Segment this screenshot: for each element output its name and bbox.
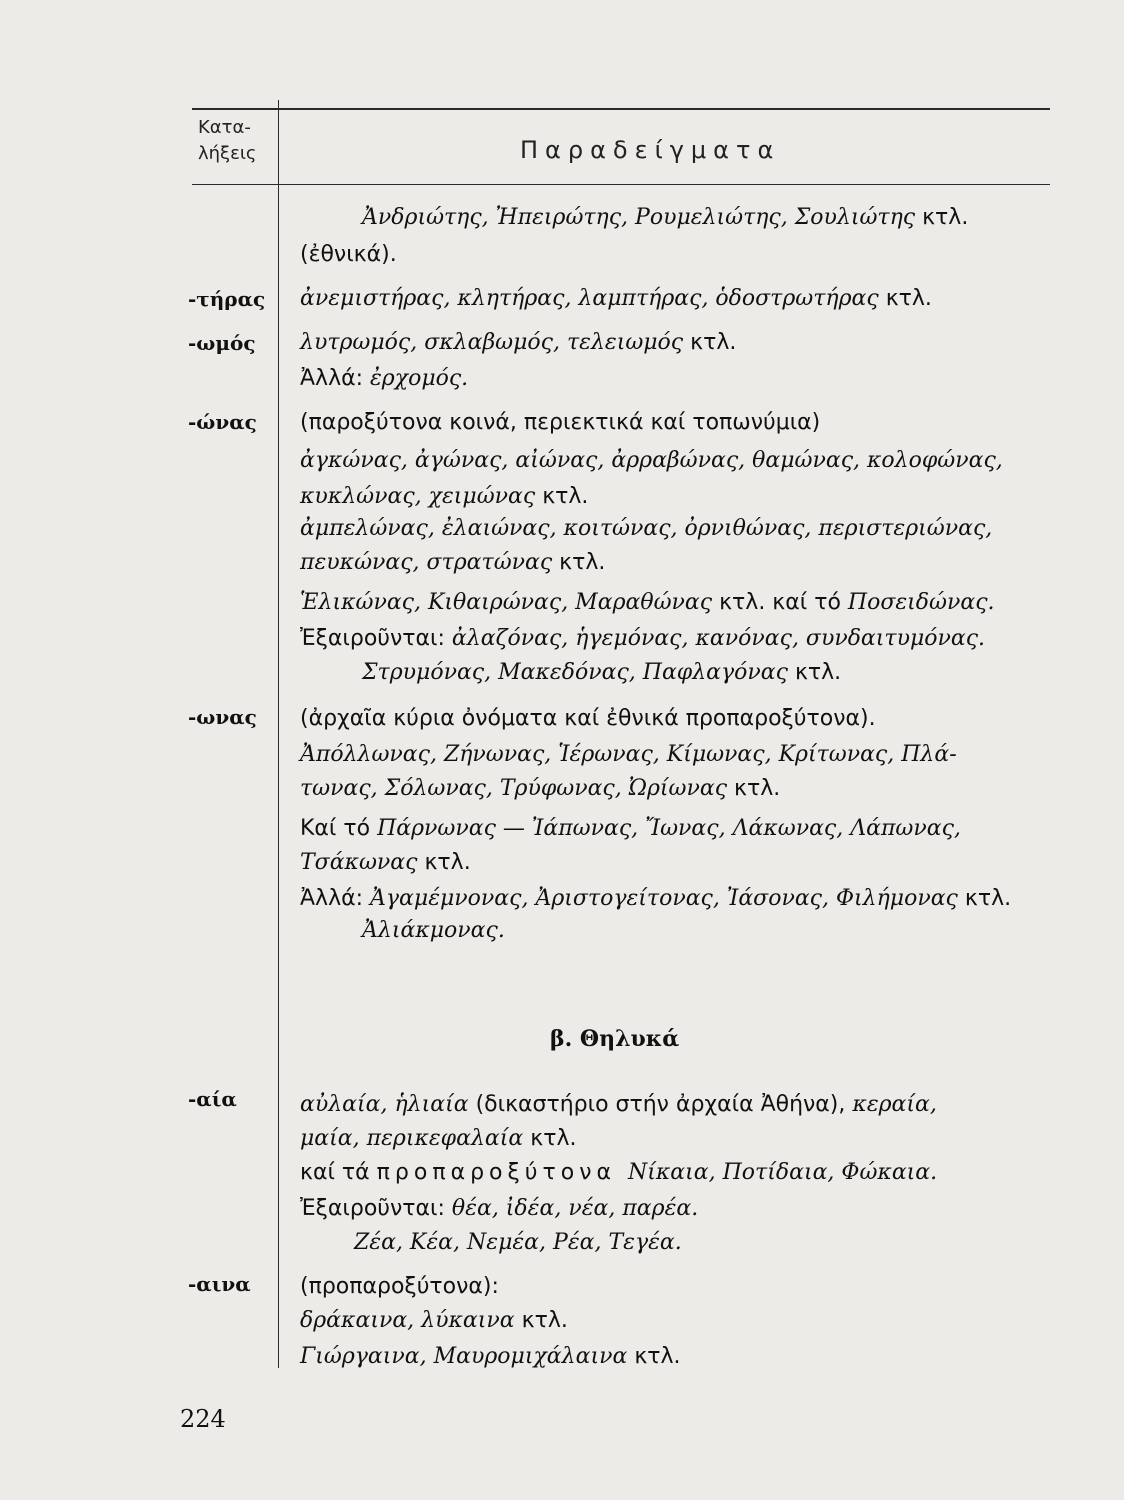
example-line [300, 1092, 937, 1117]
ending-tiras: -τήρας [188, 287, 266, 311]
example-text: Ἀπόλλωνας, Ζήνωνας, Ἱέρωνας, Κίμωνας, Κρίτωνας, Πλά- [300, 742, 957, 767]
example-line [300, 1274, 499, 1299]
example-text: δράκαινα, λύκαινα [300, 1308, 515, 1333]
header-endings-line2: λήξεις [198, 143, 257, 164]
example-text: (ἐθνικά). [300, 242, 397, 267]
example-line [300, 410, 820, 435]
example-line [300, 742, 957, 767]
example-text: κτλ. [787, 660, 842, 685]
example-text: κτλ. [727, 776, 781, 801]
example-line [300, 590, 995, 615]
example-text: κεραία, [852, 1092, 937, 1117]
page-number: 224 [180, 1405, 226, 1433]
ending-aina: -αινα [188, 1272, 251, 1296]
example-line [362, 205, 968, 230]
ending-onas: -ωνας [188, 705, 257, 729]
example-text: Καί τό [300, 816, 378, 841]
example-line [300, 706, 876, 731]
example-text: Πάρνωνας — Ἰάπωνας, Ἴωνας, Λάκωνας, Λάπωνας, [377, 816, 961, 841]
example-line [300, 1344, 681, 1369]
example-line [362, 918, 505, 943]
example-text: κτλ. [627, 1344, 681, 1369]
example-text: Ἀλλά: [300, 366, 370, 391]
example-text: κτλ. [417, 850, 471, 875]
example-text: Ἀλιάκμονας. [362, 918, 505, 943]
header-endings-line1: Κατα- [198, 117, 251, 138]
example-text: κτλ. [552, 550, 606, 575]
example-line [300, 1160, 937, 1185]
example-text: Στρυμόνας, Μακεδόνας, Παφλαγόνας [362, 660, 788, 685]
example-text: ἀλαζόνας, ἡγεμόνας, κανόνας, συνδαιτυμόνας. [451, 626, 986, 651]
header-examples: Παραδείγματα [520, 136, 781, 164]
example-line [300, 1196, 698, 1221]
ending-omos: -ωμός [188, 331, 256, 355]
example-text: ἀμπελώνας, ἐλαιώνας, κοιτώνας, ὀρνιθώνας, περιστεριώνας, [300, 516, 993, 541]
example-text: θέα, ἰδέα, νέα, παρέα. [451, 1196, 699, 1221]
example-text: κτλ. καί τό [712, 590, 848, 615]
example-text: (παροξύτονα κοινά, περιεκτικά καί τοπωνύμια) [300, 410, 821, 435]
example-text: τωνας, Σόλωνας, Τρύφωνας, Ὠρίωνας [300, 776, 728, 801]
example-text: Νίκαια, Ποτίδαια, Φώκαια. [627, 1160, 938, 1185]
example-line [300, 330, 736, 355]
ending-aia: -αία [188, 1087, 237, 1111]
example-line [300, 1308, 568, 1333]
example-line [300, 484, 588, 509]
example-text: κτλ. [514, 1308, 568, 1333]
example-text: κτλ. [915, 205, 969, 230]
example-text: Ἀγαμέμνονας, Ἀριστογείτονας, Ἰάσονας, Φιλήμονας [370, 886, 958, 911]
example-text: ἐρχομός. [370, 366, 469, 391]
column-divider [278, 100, 279, 1368]
example-text: προπαροξύτονα [376, 1160, 628, 1185]
example-text: κτλ. [957, 886, 1012, 911]
example-line [300, 816, 961, 841]
section-heading-feminine: β. Θηλυκά [550, 1026, 680, 1052]
example-text: Ἐξαιροῦνται: [300, 1196, 452, 1221]
example-text: Τσάκωνας [300, 850, 418, 875]
example-line [300, 448, 1003, 473]
example-text: ἀγκώνας, ἀγώνας, αἰώνας, ἀρραβώνας, θαμώνας, κολοφώνας, [300, 448, 1003, 473]
example-text: Ποσειδώνας. [847, 590, 995, 615]
example-text: (δικαστήριο στήν ἀρχαία Ἀθήνα), [468, 1092, 853, 1117]
example-text: κτλ. [535, 484, 589, 509]
example-text: πευκώνας, στρατώνας [300, 550, 553, 575]
example-text: κτλ. [878, 286, 932, 311]
example-line [300, 886, 1011, 911]
example-text: μαία, περικεφαλαία [300, 1126, 524, 1151]
example-text: κυκλώνας, χειμώνας [300, 484, 536, 509]
ending-onas-accented: -ώνας [188, 410, 257, 434]
example-line [300, 776, 780, 801]
example-text: κτλ. [683, 330, 737, 355]
example-text: (προπαροξύτονα): [300, 1274, 499, 1299]
example-line [300, 516, 992, 541]
example-text: Ἑλικώνας, Κιθαιρώνας, Μαραθώνας [300, 590, 713, 615]
example-line [300, 626, 985, 651]
example-text: Ζέα, Κέα, Νεμέα, Ρέα, Τεγέα. [354, 1230, 682, 1255]
example-text: Ἀλλά: [300, 886, 370, 911]
example-line [300, 366, 468, 391]
top-rule [192, 108, 1050, 110]
example-text: Ἀνδριώτης, Ἠπειρώτης, Ρουμελιώτης, Σουλιώτης [362, 205, 916, 230]
example-text: Ἐξαιροῦνται: [300, 626, 452, 651]
example-text: (ἀρχαῖα κύρια ὀνόματα καί ἐθνικά προπαροξύτονα). [300, 706, 876, 731]
example-text: αὐλαία, ἡλιαία [300, 1092, 469, 1117]
example-text: κτλ. [523, 1126, 577, 1151]
example-text: καί τά [300, 1160, 377, 1185]
example-line [300, 1126, 576, 1151]
example-line [300, 242, 397, 267]
example-line [300, 550, 605, 575]
example-line [362, 660, 841, 685]
example-text: λυτρωμός, σκλαβωμός, τελειωμός [300, 330, 684, 355]
header-bottom-rule [192, 184, 1050, 185]
example-line [300, 850, 471, 875]
example-line [300, 286, 932, 311]
example-line [354, 1230, 682, 1255]
example-text: ἀνεμιστήρας, κλητήρας, λαμπτήρας, ὁδοστρωτήρας [300, 286, 879, 311]
example-text: Γιώργαινα, Μαυρομιχάλαινα [300, 1344, 628, 1369]
